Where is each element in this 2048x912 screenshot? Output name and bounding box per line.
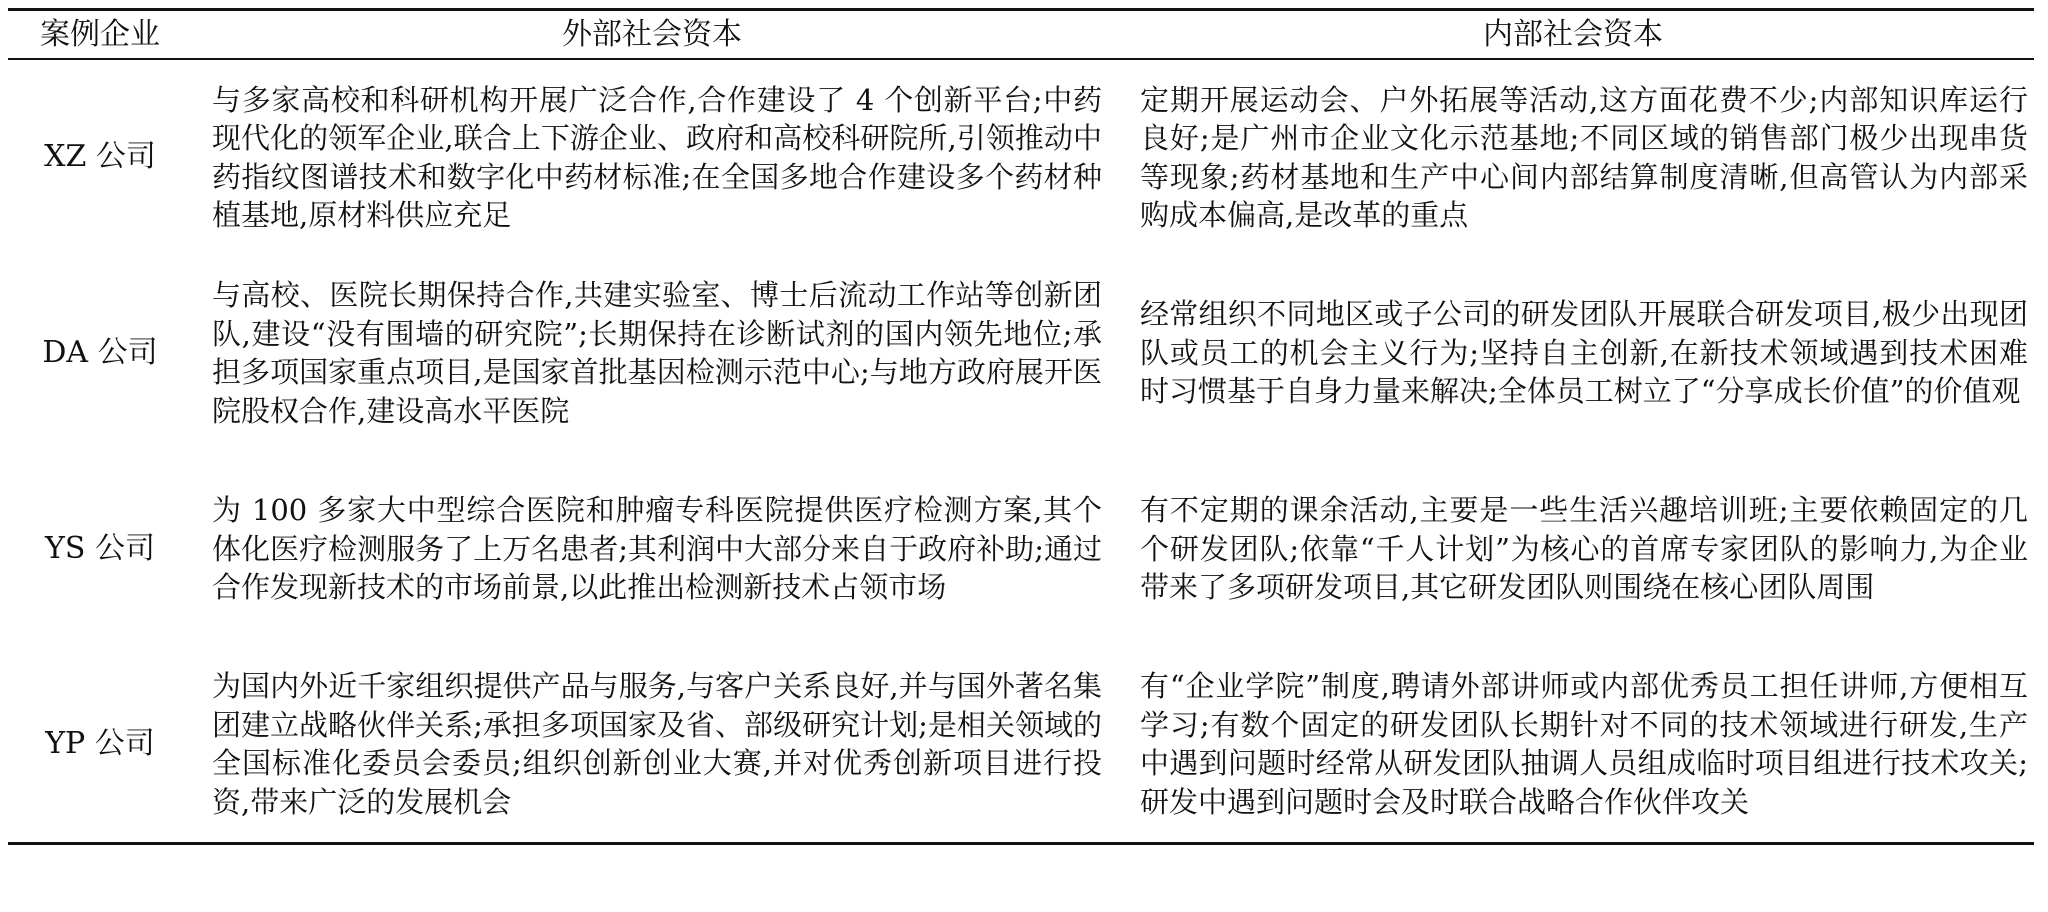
external-capital-text: 为国内外近千家组织提供产品与服务,与客户关系良好,并与国外著名集团建立战略伙伴关系;承担多项国家及省、部级研究计划;是相关领域的全国标准化委员会委员;组织创新创业大赛,并对优秀创新项目进行投资,带来广泛的发展机会: [212, 669, 1102, 819]
internal-capital-text: 有不定期的课余活动,主要是一些生活兴趣培训班;主要依赖固定的几个研发团队;依靠“千人计划”为核心的首席专家团队的影响力,为企业带来了多项研发项目,其它研发团队则围绕在核心团队周围: [1140, 493, 2028, 605]
internal-capital-text: 经常组织不同地区或子公司的研发团队开展联合研发项目,极少出现团队或员工的机会主义行为;坚持自主创新,在新技术领域遇到技术困难时习惯基于自身力量来解决;全体员工树立了“分享成长价值”的价值观: [1140, 297, 2028, 409]
internal-capital-text: 有“企业学院”制度,聘请外部讲师或内部优秀员工担任讲师,方便相互学习;有数个固定的研发团队长期针对不同的技术领域进行研发,生产中遇到问题时经常从研发团队抽调人员组成临时项目组进行技术攻关;研发中遇到问题时会及时联合战略合作伙伴攻关: [1140, 669, 2028, 819]
table-row: [8, 451, 2034, 647]
internal-capital-cell: [1112, 647, 2034, 843]
internal-capital-cell: [1112, 255, 2034, 451]
external-capital-cell: [192, 647, 1112, 843]
external-capital-cell: [192, 255, 1112, 451]
company-cell: XZ 公司: [44, 139, 156, 175]
table-row: [8, 647, 2034, 843]
header-internal-social-capital: 内部社会资本: [1483, 17, 1663, 52]
table-body: [8, 59, 2034, 843]
external-capital-cell: [192, 59, 1112, 255]
header-company: 案例企业: [40, 17, 160, 52]
table-row: [8, 59, 2034, 255]
table-row: [8, 255, 2034, 451]
header-external-social-capital: 外部社会资本: [562, 17, 742, 52]
header-row: [8, 10, 2034, 60]
internal-capital-cell: [1112, 451, 2034, 647]
internal-capital-text: 定期开展运动会、户外拓展等活动,这方面花费不少;内部知识库运行良好;是广州市企业文化示范基地;不同区域的销售部门极少出现串货等现象;药材基地和生产中心间内部结算制度清晰,但高管认为内部采购成本偏高,是改革的重点: [1140, 82, 2028, 232]
external-capital-cell: [192, 451, 1112, 647]
company-cell: YS 公司: [45, 530, 155, 566]
table-header: [8, 10, 2034, 60]
external-capital-text: 与多家高校和科研机构开展广泛合作,合作建设了 4 个创新平台;中药现代化的领军企业,联合上下游企业、政府和高校科研院所,引领推动中药指纹图谱技术和数字化中药材标准;在全国多地合作建设多个药材种植基地,原材料供应充足: [212, 82, 1102, 232]
company-cell: DA 公司: [42, 334, 158, 370]
internal-capital-cell: [1112, 59, 2034, 255]
external-capital-text: 为 100 多家大中型综合医院和肿瘤专科医院提供医疗检测方案,其个体化医疗检测服务了上万名患者;其利润中大部分来自于政府补助;通过合作发现新技术的市场前景,以此推出检测新技术占领市场: [212, 493, 1102, 605]
company-cell: YP 公司: [45, 726, 155, 761]
case-comparison-table: [8, 8, 2034, 845]
external-capital-text: 与高校、医院长期保持合作,共建实验室、博士后流动工作站等创新团队,建设“没有围墙的研究院”;长期保持在诊断试剂的国内领先地位;承担多项国家重点项目,是国家首批基因检测示范中心;与地方政府展开医院股权合作,建设高水平医院: [212, 278, 1102, 428]
